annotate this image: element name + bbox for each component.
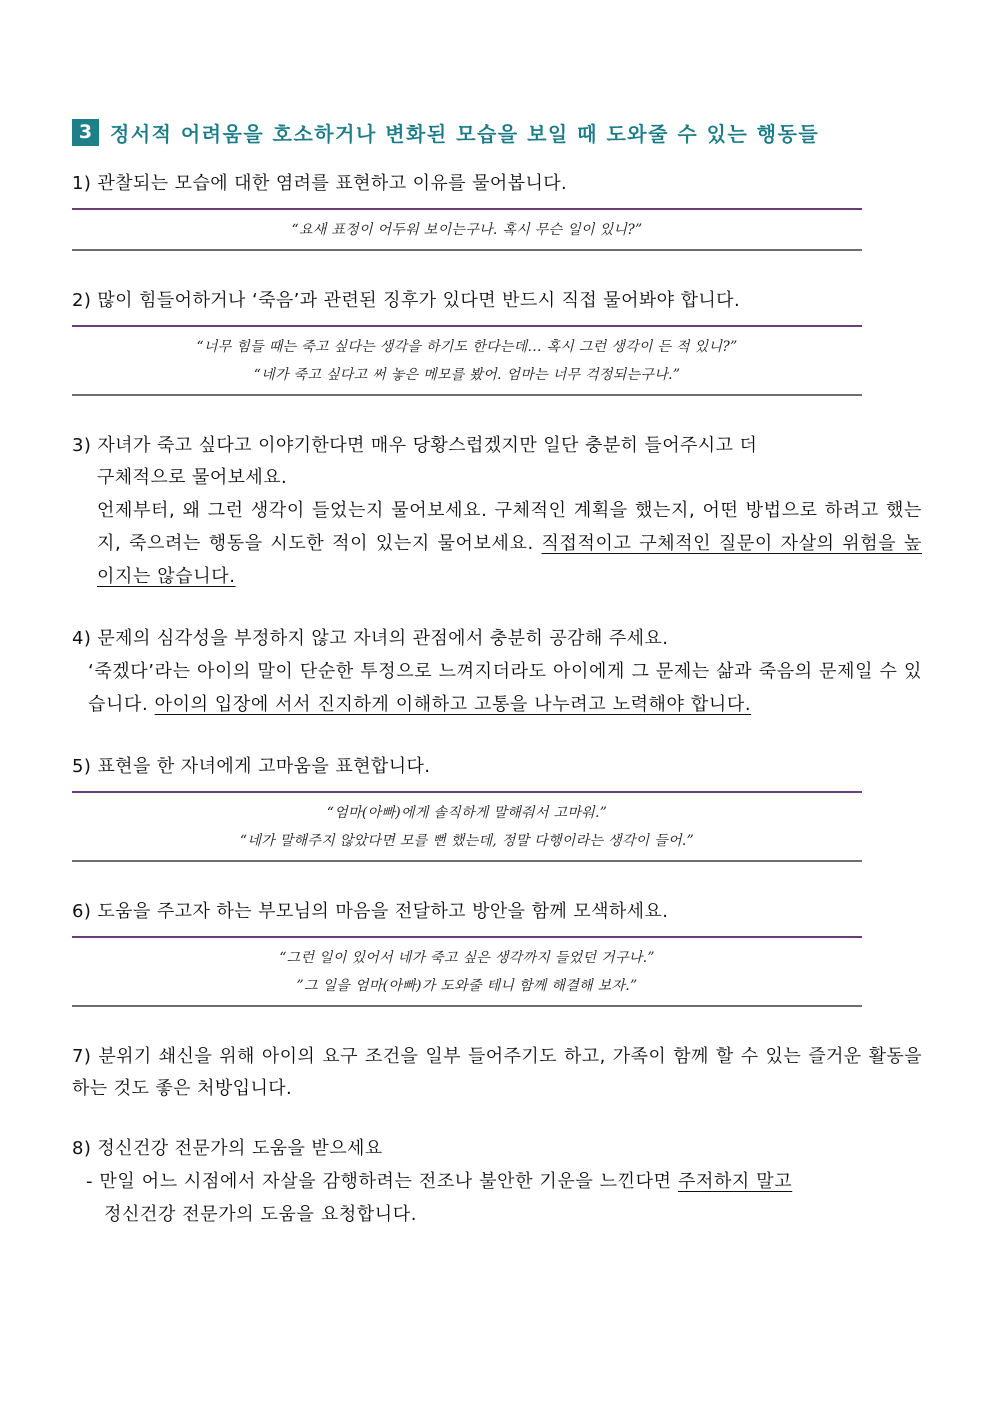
item-2-quote-box xyxy=(72,325,862,396)
item-8-body xyxy=(72,1165,922,1198)
item-8 xyxy=(72,1133,922,1231)
item-8-title: 8) 정신건강 전문가의 도움을 받으세요 xyxy=(72,1138,383,1159)
item-4-title: 4) 문제의 심각성을 부정하지 않고 자녀의 관점에서 충분히 공감해 주세요. xyxy=(72,628,669,649)
item-1 xyxy=(72,168,922,251)
item-3-title-line2: 구체적으로 물어보세요. xyxy=(97,467,288,488)
section-heading xyxy=(72,114,922,150)
item-6-title: 6) 도움을 주고자 하는 부모님의 마음을 전달하고 방안을 함께 모색하세요. xyxy=(72,901,669,922)
item-8-body-emphasis: 주저하지 말고 xyxy=(677,1171,793,1192)
item-5 xyxy=(72,751,922,862)
quote-line: “너무 힘들 때는 죽고 싶다는 생각을 하기도 한다는데... 혹시 그런 생각이 든 적 있니?” xyxy=(196,339,738,355)
item-1-title: 1) 관찰되는 모습에 대한 염려를 표현하고 이유를 물어봅니다. xyxy=(72,173,568,194)
quote-line: “네가 죽고 싶다고 써 놓은 메모를 봤어. 엄마는 너무 걱정되는구나.” xyxy=(253,367,681,383)
quote-line: “요새 표정이 어두워 보이는구나. 혹시 무슨 일이 있니?” xyxy=(291,222,643,238)
item-5-title: 5) 표현을 한 자녀에게 고마움을 표현합니다. xyxy=(72,756,431,777)
item-4 xyxy=(72,623,922,721)
item-2 xyxy=(72,285,922,396)
item-3-body-emphasis: 직접적이고 구체적인 질문이 자살의 위험을 높이지는 않습니다. xyxy=(97,533,922,587)
quote-line: “그런 일이 있어서 네가 죽고 싶은 생각까지 들었던 거구나.” xyxy=(279,950,655,966)
quote-line: “엄마(아빠)에게 솔직하게 말해줘서 고마워.” xyxy=(326,805,608,821)
section-number-badge: 3 xyxy=(72,119,99,146)
item-8-body-line2: 정신건강 전문가의 도움을 요청합니다. xyxy=(104,1204,418,1225)
item-8-body-text: - 만일 어느 시점에서 자살을 감행하려는 전조나 불안한 기운을 느낀다면 xyxy=(86,1171,678,1192)
item-3-body-text: 언제부터, 왜 그런 생각이 들었는지 물어보세요. 구체적인 계획을 했는지, 어떤 방법으로 하려고 했는지, 죽으려는 행동을 시도한 적이 있는지 물어보세요. xyxy=(97,500,922,554)
item-4-body xyxy=(72,655,922,721)
quote-line: “네가 말해주지 않았다면 모를 뻔 했는데, 정말 다행이라는 생각이 들어.” xyxy=(239,833,695,849)
item-4-body-emphasis: 아이의 입장에 서서 진지하게 이해하고 고통을 나누려고 노력해야 합니다. xyxy=(154,694,752,715)
document-page xyxy=(72,114,922,1231)
item-3 xyxy=(72,430,922,593)
item-3-title-line1: 3) 자녀가 죽고 싶다고 이야기한다면 매우 당황스럽겠지만 일단 충분히 들어주시고 더 xyxy=(72,435,758,456)
item-2-title: 2) 많이 힘들어하거나 ‘죽음’과 관련된 징후가 있다면 반드시 직접 물어봐야 합니다. xyxy=(72,290,741,311)
item-4-body-text: ‘죽겠다’라는 아이의 말이 단순한 투정으로 느껴지더라도 아이에게 그 문제는 삶과 죽음의 문제일 수 있습니다. xyxy=(88,661,922,715)
item-7-title: 7) 분위기 쇄신을 위해 아이의 요구 조건을 일부 들어주기도 하고, 가족이 함께 할 수 있는 즐거운 활동을 하는 것도 좋은 처방입니다. xyxy=(72,1046,922,1099)
quote-line: ”그 일을 엄마(아빠)가 도와줄 테니 함께 해결해 보자.” xyxy=(296,978,638,994)
item-5-quote-box xyxy=(72,791,862,862)
item-1-quote-box xyxy=(72,208,862,251)
item-6 xyxy=(72,896,922,1007)
item-7 xyxy=(72,1041,922,1105)
item-3-body xyxy=(72,494,922,593)
item-6-quote-box xyxy=(72,936,862,1007)
section-title: 정서적 어려움을 호소하거나 변화된 모습을 보일 때 도와줄 수 있는 행동들 xyxy=(110,121,820,146)
